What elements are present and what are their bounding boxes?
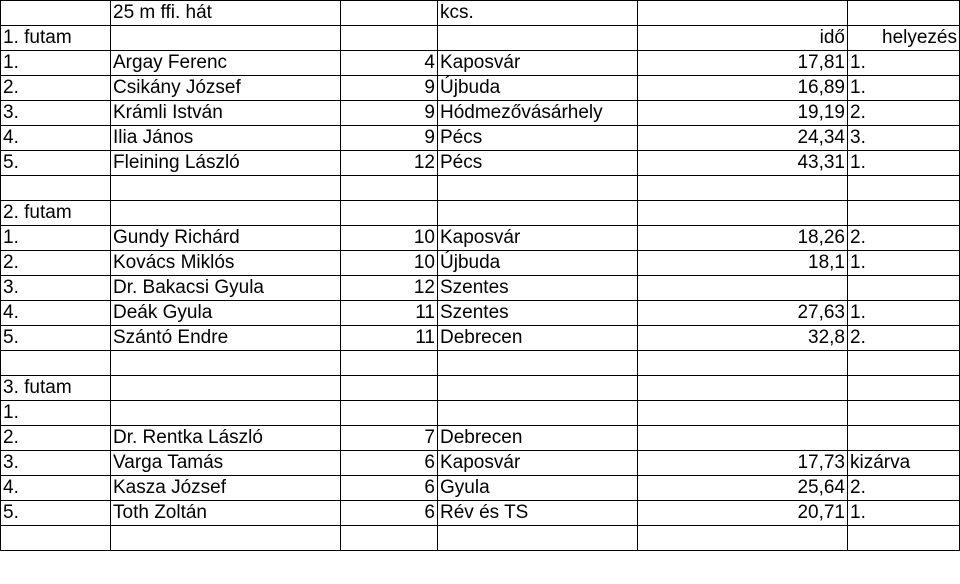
category[interactable]: 11: [341, 326, 438, 351]
lane-number[interactable]: 5.: [1, 151, 111, 176]
swim-time[interactable]: 24,34: [638, 126, 848, 151]
empty-cell[interactable]: [341, 1, 438, 26]
empty-cell[interactable]: [341, 201, 438, 226]
empty-cell[interactable]: [111, 526, 341, 551]
swim-time[interactable]: 32,8: [638, 326, 848, 351]
empty-cell[interactable]: [438, 526, 638, 551]
empty-cell[interactable]: [1, 176, 111, 201]
club-city[interactable]: Debrecen: [438, 426, 638, 451]
place-header[interactable]: helyezés: [848, 26, 960, 51]
swimmer-row: [1, 101, 960, 126]
placement[interactable]: 1.: [848, 51, 960, 76]
swimmer-name[interactable]: Dr. Rentka László: [111, 426, 341, 451]
swim-time[interactable]: [638, 426, 848, 451]
empty-cell[interactable]: [1, 351, 111, 376]
swimmer-row: [1, 326, 960, 351]
swim-time[interactable]: 16,89: [638, 76, 848, 101]
club-city[interactable]: [438, 401, 638, 426]
swim-time[interactable]: 19,19: [638, 101, 848, 126]
swimmer-name[interactable]: Gundy Richárd: [111, 226, 341, 251]
club-city[interactable]: Újbuda: [438, 76, 638, 101]
swimmer-name[interactable]: Toth Zoltán: [111, 501, 341, 526]
place-header[interactable]: [848, 376, 960, 401]
placement[interactable]: 2.: [848, 326, 960, 351]
placement[interactable]: 1.: [848, 251, 960, 276]
empty-cell[interactable]: [638, 176, 848, 201]
swim-time[interactable]: [638, 276, 848, 301]
empty-cell[interactable]: [638, 1, 848, 26]
category[interactable]: 10: [341, 226, 438, 251]
time-header[interactable]: idő: [638, 26, 848, 51]
empty-cell[interactable]: [1, 526, 111, 551]
lane-number[interactable]: 1.: [1, 51, 111, 76]
category[interactable]: 4: [341, 51, 438, 76]
swimmer-row: [1, 151, 960, 176]
empty-cell[interactable]: [848, 526, 960, 551]
empty-cell[interactable]: [111, 176, 341, 201]
lane-number[interactable]: 3.: [1, 101, 111, 126]
swimmer-row: [1, 426, 960, 451]
time-header[interactable]: [638, 201, 848, 226]
swimmer-name[interactable]: Kovács Miklós: [111, 251, 341, 276]
swimmer-row: [1, 76, 960, 101]
spacer-row: [1, 176, 960, 201]
category[interactable]: 12: [341, 276, 438, 301]
empty-cell[interactable]: [341, 376, 438, 401]
swimmer-name[interactable]: Ilia János: [111, 126, 341, 151]
swimmer-name[interactable]: Fleining László: [111, 151, 341, 176]
placement[interactable]: 1.: [848, 151, 960, 176]
category[interactable]: 9: [341, 101, 438, 126]
swimmer-row: [1, 451, 960, 476]
swimmer-name[interactable]: Kasza József: [111, 476, 341, 501]
empty-cell[interactable]: [638, 351, 848, 376]
club-city[interactable]: Szentes: [438, 276, 638, 301]
placement[interactable]: 2.: [848, 226, 960, 251]
empty-cell[interactable]: [111, 351, 341, 376]
lane-number[interactable]: 2.: [1, 251, 111, 276]
swim-time[interactable]: 17,81: [638, 51, 848, 76]
lane-number[interactable]: 4.: [1, 476, 111, 501]
swimmer-row: [1, 276, 960, 301]
swim-time[interactable]: 43,31: [638, 151, 848, 176]
empty-cell[interactable]: [848, 176, 960, 201]
placement[interactable]: 1.: [848, 501, 960, 526]
placement[interactable]: [848, 401, 960, 426]
club-city[interactable]: Rév és TS: [438, 501, 638, 526]
swim-time[interactable]: 18,26: [638, 226, 848, 251]
lane-number[interactable]: 3.: [1, 276, 111, 301]
swimmer-row: [1, 251, 960, 276]
placement[interactable]: 2.: [848, 101, 960, 126]
lane-number[interactable]: 1.: [1, 401, 111, 426]
place-header[interactable]: [848, 201, 960, 226]
placement[interactable]: [848, 276, 960, 301]
club-city[interactable]: Debrecen: [438, 326, 638, 351]
heat-title[interactable]: 1. futam: [1, 26, 111, 51]
swim-time[interactable]: 18,1: [638, 251, 848, 276]
category[interactable]: 11: [341, 301, 438, 326]
club-city[interactable]: Kaposvár: [438, 51, 638, 76]
category[interactable]: 9: [341, 76, 438, 101]
empty-cell[interactable]: [848, 351, 960, 376]
empty-cell[interactable]: [341, 26, 438, 51]
swimmer-name[interactable]: Csikány József: [111, 76, 341, 101]
lane-number[interactable]: 4.: [1, 126, 111, 151]
swimmer-row: [1, 301, 960, 326]
lane-number[interactable]: 2.: [1, 76, 111, 101]
empty-cell[interactable]: [1, 1, 111, 26]
swimmer-name[interactable]: Szántó Endre: [111, 326, 341, 351]
results-body: [1, 1, 960, 551]
empty-cell[interactable]: [111, 26, 341, 51]
swim-time[interactable]: 25,64: [638, 476, 848, 501]
swimmer-row: [1, 401, 960, 426]
swimmer-name[interactable]: Argay Ferenc: [111, 51, 341, 76]
placement[interactable]: [848, 426, 960, 451]
club-city[interactable]: Újbuda: [438, 251, 638, 276]
swimmer-name[interactable]: Deák Gyula: [111, 301, 341, 326]
empty-cell[interactable]: [638, 526, 848, 551]
heat-header-row: [1, 201, 960, 226]
category[interactable]: 10: [341, 251, 438, 276]
header-row: [1, 1, 960, 26]
club-city[interactable]: Hódmezővásárhely: [438, 101, 638, 126]
empty-cell[interactable]: [341, 351, 438, 376]
category[interactable]: 7: [341, 426, 438, 451]
category[interactable]: 12: [341, 151, 438, 176]
placement[interactable]: kizárva: [848, 451, 960, 476]
empty-cell[interactable]: [438, 376, 638, 401]
swimmer-row: [1, 226, 960, 251]
empty-cell[interactable]: [111, 201, 341, 226]
heat-title[interactable]: 3. futam: [1, 376, 111, 401]
club-city[interactable]: Kaposvár: [438, 226, 638, 251]
heat-header-row: [1, 26, 960, 51]
heat-title[interactable]: 2. futam: [1, 201, 111, 226]
lane-number[interactable]: 1.: [1, 226, 111, 251]
placement[interactable]: 1.: [848, 76, 960, 101]
heat-header-row: [1, 376, 960, 401]
lane-number[interactable]: 3.: [1, 451, 111, 476]
swim-time[interactable]: 17,73: [638, 451, 848, 476]
category[interactable]: 9: [341, 126, 438, 151]
swimmer-name[interactable]: [111, 401, 341, 426]
empty-cell[interactable]: [341, 176, 438, 201]
empty-cell[interactable]: [438, 26, 638, 51]
placement[interactable]: 1.: [848, 301, 960, 326]
category[interactable]: [341, 401, 438, 426]
club-city[interactable]: Pécs: [438, 151, 638, 176]
category[interactable]: 6: [341, 501, 438, 526]
club-city[interactable]: Gyula: [438, 476, 638, 501]
empty-cell[interactable]: [111, 376, 341, 401]
empty-cell[interactable]: [438, 201, 638, 226]
empty-cell[interactable]: [438, 351, 638, 376]
category[interactable]: 6: [341, 476, 438, 501]
spacer-row: [1, 351, 960, 376]
club-city[interactable]: Szentes: [438, 301, 638, 326]
swimmer-name[interactable]: Krámli István: [111, 101, 341, 126]
empty-cell[interactable]: [341, 526, 438, 551]
lane-number[interactable]: 5.: [1, 326, 111, 351]
swimmer-name[interactable]: Varga Tamás: [111, 451, 341, 476]
empty-cell[interactable]: [438, 176, 638, 201]
lane-number[interactable]: 5.: [1, 501, 111, 526]
swim-time[interactable]: 27,63: [638, 301, 848, 326]
swim-time[interactable]: [638, 401, 848, 426]
club-city[interactable]: Pécs: [438, 126, 638, 151]
event-title[interactable]: 25 m ffi. hát: [111, 1, 341, 26]
spacer-row: [1, 526, 960, 551]
placement[interactable]: 3.: [848, 126, 960, 151]
kcs-label[interactable]: kcs.: [438, 1, 638, 26]
club-city[interactable]: Kaposvár: [438, 451, 638, 476]
swimmer-name[interactable]: Dr. Bakacsi Gyula: [111, 276, 341, 301]
lane-number[interactable]: 4.: [1, 301, 111, 326]
swim-time[interactable]: 20,71: [638, 501, 848, 526]
lane-number[interactable]: 2.: [1, 426, 111, 451]
swimmer-row: [1, 51, 960, 76]
swimmer-row: [1, 501, 960, 526]
time-header[interactable]: [638, 376, 848, 401]
swimmer-row: [1, 476, 960, 501]
placement[interactable]: 2.: [848, 476, 960, 501]
empty-cell[interactable]: [848, 1, 960, 26]
swimmer-row: [1, 126, 960, 151]
category[interactable]: 6: [341, 451, 438, 476]
